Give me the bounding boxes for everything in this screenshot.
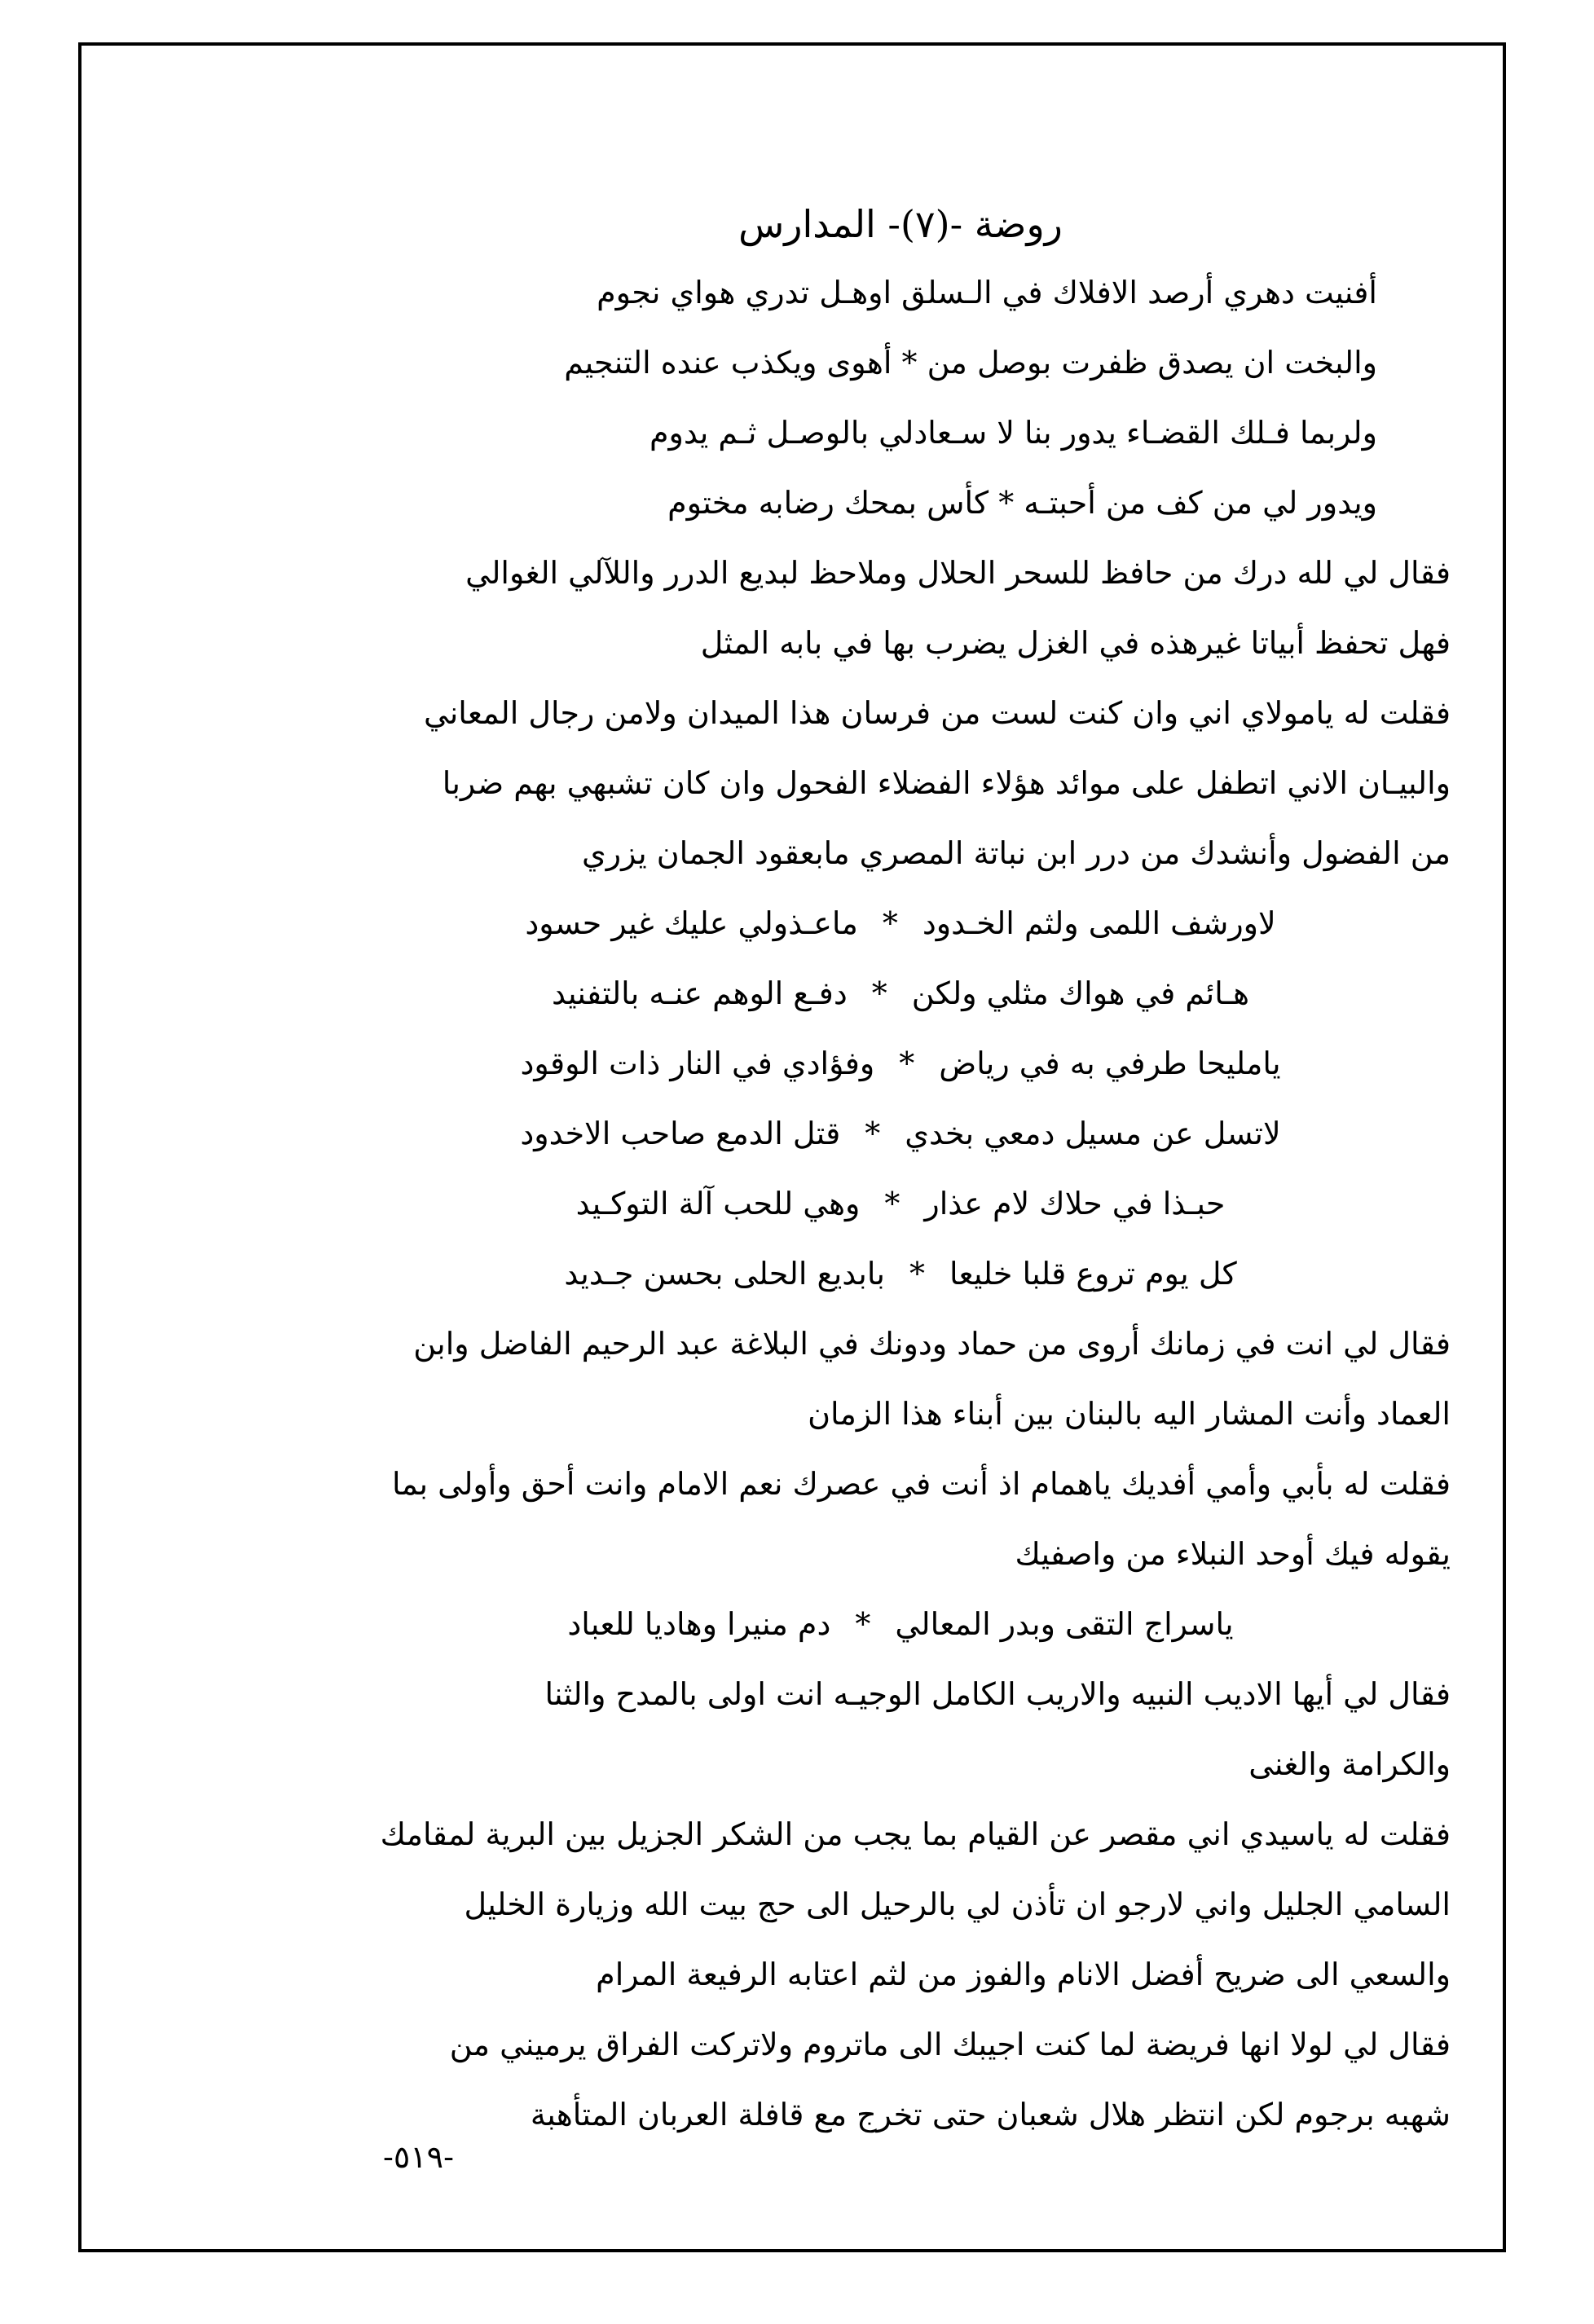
text-line: والبيـان الاني اتطفل على موائد هؤلاء الفضلاء الفحول وان كان تشبهي بهم ضربا: [442, 765, 1451, 801]
hemistich: لاتسل عن مسيل دمعي بخدي: [905, 1116, 1281, 1151]
paragraph: [350, 678, 1451, 888]
hemistich: دم منيرا وهاديا للعباد: [567, 1606, 831, 1642]
text-line: فقال لي لله درك من حافظ للسحر الحلال وملاحظ لبديع الدرر واللآلي الغوالي: [465, 555, 1451, 591]
verse-line: [350, 1169, 1451, 1239]
paragraph: [350, 2009, 1451, 2150]
text-line: شهبه برجوم لكن انتظر هلال شعبان حتى تخرج مع قافلة العربان المتأهبة: [530, 2097, 1451, 2133]
paragraph: [350, 1449, 1451, 1589]
document-page: [350, 196, 1451, 2151]
text-line: فقلت له بأبي وأمي أفديك ياهمام اذ أنت في عصرك نعم الامام وانت أحق وأولى بما: [391, 1466, 1451, 1502]
text-line: أفنيت دهري أرصد الافلاك في الـسلق اوهـل تدري هواي نجوم: [597, 275, 1377, 310]
text-line: من الفضول وأنشدك من درر ابن نباتة المصري مابعقود الجمان يزري: [582, 835, 1451, 871]
verse-line: [350, 1098, 1451, 1169]
verse-line: [350, 958, 1451, 1028]
text-line: السامي الجليل واني لارجو ان تأذن لي بالرحيل الى حج بيت الله وزيارة الخليل: [464, 1886, 1451, 1922]
text-line: فهل تحفظ أبياتا غيرهذه في الغزل يضرب بها في بابه المثل: [700, 625, 1451, 661]
text-line: فقال لي انت في زمانك أروى من حماد ودونك في البلاغة عبد الرحيم الفاضل وابن: [413, 1326, 1451, 1362]
star-icon: *: [871, 975, 887, 1011]
text-line: فقلت له يامولاي اني وان كنت لست من فرسان هذا الميدان ولامن رجال المعاني: [424, 695, 1451, 731]
hemistich: كل يوم تروع قلبا خليعا: [949, 1256, 1237, 1292]
hemistich: ياسراج التقى وبدر المعالي: [895, 1606, 1234, 1642]
text-line: والكرامة والغنى: [1248, 1746, 1451, 1782]
hemistich: ماعـذولي عليك غير حسود: [525, 905, 858, 941]
text-line: والسعي الى ضريح أفضل الانام والفوز من لثم اعتابه الرفيعة المرام: [596, 1956, 1451, 1992]
verse-line: [350, 1028, 1451, 1098]
page-number: -٥١٩-: [383, 2139, 454, 2175]
star-icon: *: [909, 1256, 925, 1292]
verse-line: [350, 888, 1451, 958]
text-line: يقوله فيك أوحد النبلاء من واصفيك: [1015, 1536, 1451, 1572]
verse-line: [350, 1239, 1451, 1309]
paragraph: [350, 538, 1451, 678]
hemistich: وفؤادي في النار ذات الوقود: [520, 1045, 875, 1081]
hemistich: قتل الدمع صاحب الاخدود: [520, 1116, 841, 1151]
paragraph: [350, 1659, 1451, 1799]
poem-block: [350, 888, 1451, 1309]
verse-line: [350, 1589, 1451, 1659]
text-line: العماد وأنت المشار اليه بالبنان بين أبناء هذا الزمان: [808, 1396, 1451, 1432]
star-icon: *: [899, 1045, 915, 1081]
star-icon: *: [865, 1116, 881, 1151]
hemistich: بابديع الحلى بحسن جـديد: [564, 1256, 885, 1292]
star-icon: *: [884, 1186, 900, 1221]
text-line: والبخت ان يصدق ظفرت بوصل من * أهوى ويكذب عنده التنجيم: [564, 345, 1377, 381]
hemistich: حبـذا في حلاك لام عذار: [924, 1186, 1226, 1221]
text-line: ولربما فـلك القضـاء يدور بنا لا سـعادلي بالوصـل ثـم يدوم: [649, 415, 1377, 451]
paragraph: [350, 1799, 1451, 2009]
text-line: فقال لي لولا انها فريضة لما كنت اجيبك الى ماتروم ولاتركت الفراق يرميني من: [449, 2027, 1451, 2062]
paragraph: [350, 1309, 1451, 1449]
poem-block: [350, 257, 1451, 538]
hemistich: لاورشف اللمى ولثم الخـدود: [922, 905, 1276, 941]
hemistich: يامليحا طرفي به في رياض: [939, 1045, 1281, 1081]
text-line: ويدور لي من كف من أحبتـه * كأس بمحك رضابه مختوم: [667, 485, 1377, 521]
page-title: روضة -(٧)- المدارس: [738, 202, 1063, 246]
hemistich: وهي للحب آلة التوكـيد: [575, 1186, 861, 1221]
star-icon: *: [882, 905, 898, 941]
text-line: فقلت له ياسيدي اني مقصر عن القيام بما يجب من الشكر الجزيل بين البرية لمقامك: [380, 1816, 1451, 1852]
star-icon: *: [855, 1606, 871, 1642]
hemistich: دفـع الوهم عنـه بالتفنيد: [552, 975, 848, 1011]
text-line: فقال لي أيها الاديب النبيه والاريب الكامل الوجيـه انت اولى بالمدح والثنا: [544, 1676, 1451, 1712]
hemistich: هـائم في هواك مثلي ولكن: [911, 975, 1249, 1011]
